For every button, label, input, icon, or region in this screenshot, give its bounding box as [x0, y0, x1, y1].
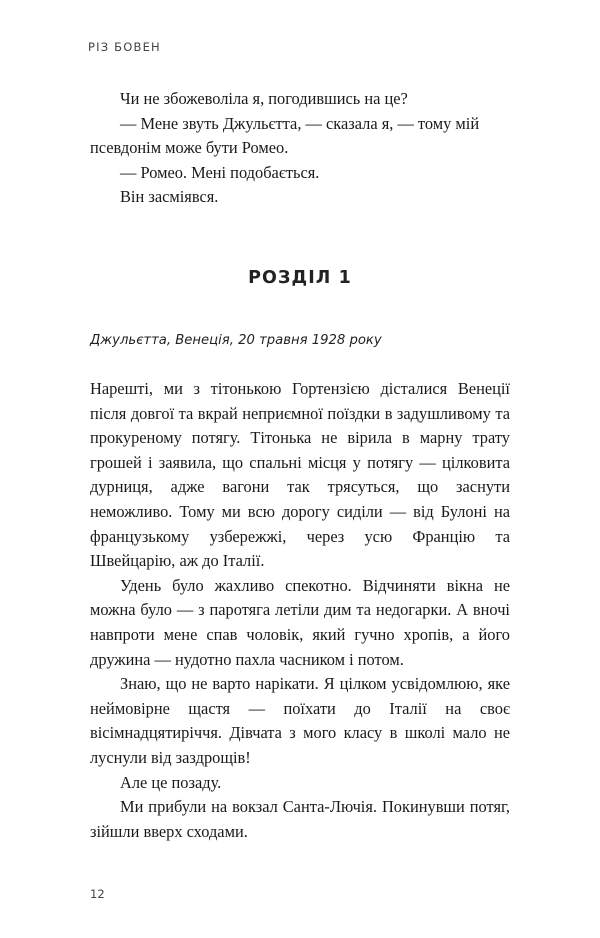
- paragraph: — Ромео. Мені подобається.: [120, 162, 320, 182]
- paragraph: Ми прибули на вокзал Санта-Лючія. Покинувши потяг, зійшли вверх сходами.: [90, 797, 510, 841]
- paragraph: Знаю, що не варто нарікати. Я цілком усвідомлюю, яке неймовірне щастя — поїхати до Італії на своє вісімнадцятиріччя. Дівчата з мого класу в школі мало не луснули від заздрощів!: [90, 674, 510, 767]
- chapter-dateline: Джульєтта, Венеція, 20 травня 1928 року: [90, 333, 382, 348]
- paragraph: Але це позаду.: [120, 772, 222, 792]
- chapter-title: РОЗДІЛ 1: [248, 268, 352, 288]
- paragraph: Удень було жахливо спекотно. Відчиняти вікна не можна було — з паротяга летіли дим та недогарки. А вночі навпроти мене спав чоловік, який гучно хропів, а його дружина — нудотно пахла часником і потом.: [90, 575, 510, 669]
- paragraph: Нарешті, ми з тітонькою Гортензією дісталися Венеції після довгої та вкрай неприємної поїздки в задушливому та прокуреному потягу. Тітонька не вірила в марну трату грошей і заявила, що спальні місця у потягу — цілковита дурниця, адже вагони так трясуться, що заснути неможливо. Тому ми всю дорогу сиділи — від Булоні на французькому узбережжі, через усю Францію та Швейцарію, аж до Італії.: [90, 379, 510, 571]
- paragraph: — Мене звуть Джульєтта, — сказала я, — тому мій псевдонім може бути Ромео.: [90, 113, 480, 158]
- running-header: РІЗ БОВЕН: [88, 40, 161, 54]
- chapter-body: [90, 377, 510, 844]
- paragraph: Він засміявся.: [120, 187, 219, 207]
- intro-text: [90, 87, 510, 210]
- paragraph: Чи не збожеволіла я, погодившись на це?: [120, 89, 408, 108]
- page-number: 12: [90, 887, 105, 901]
